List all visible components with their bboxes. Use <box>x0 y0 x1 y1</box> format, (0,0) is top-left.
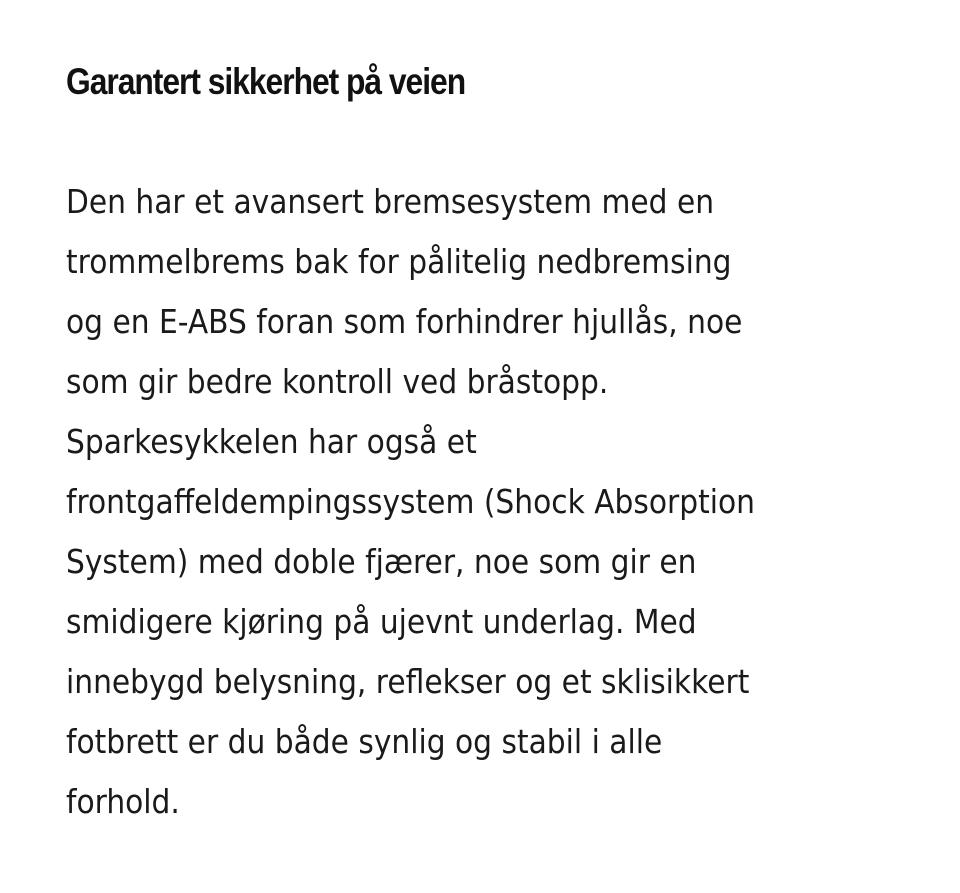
article-body <box>66 172 886 832</box>
body-line: og en E-ABS foran som forhindrer hjullås, noe <box>66 302 743 341</box>
body-line: som gir bedre kontroll ved bråstopp. <box>66 362 609 401</box>
body-line: innebygd belysning, reflekser og et sklisikkert <box>66 662 750 701</box>
body-line: fotbrett er du både synlig og stabil i alle <box>66 722 663 761</box>
body-line: forhold. <box>66 782 180 821</box>
body-line: trommelbrems bak for pålitelig nedbremsing <box>66 242 732 281</box>
body-line: Sparkesykkelen har også et <box>66 422 477 461</box>
article-heading: Garantert sikkerhet på veien <box>66 61 466 102</box>
body-line: System) med doble fjærer, noe som gir en <box>66 542 697 581</box>
body-line: smidigere kjøring på ujevnt underlag. Med <box>66 602 697 641</box>
body-line: frontgaffeldempingssystem (Shock Absorption <box>66 482 755 521</box>
body-line: Den har et avansert bremsesystem med en <box>66 182 715 221</box>
